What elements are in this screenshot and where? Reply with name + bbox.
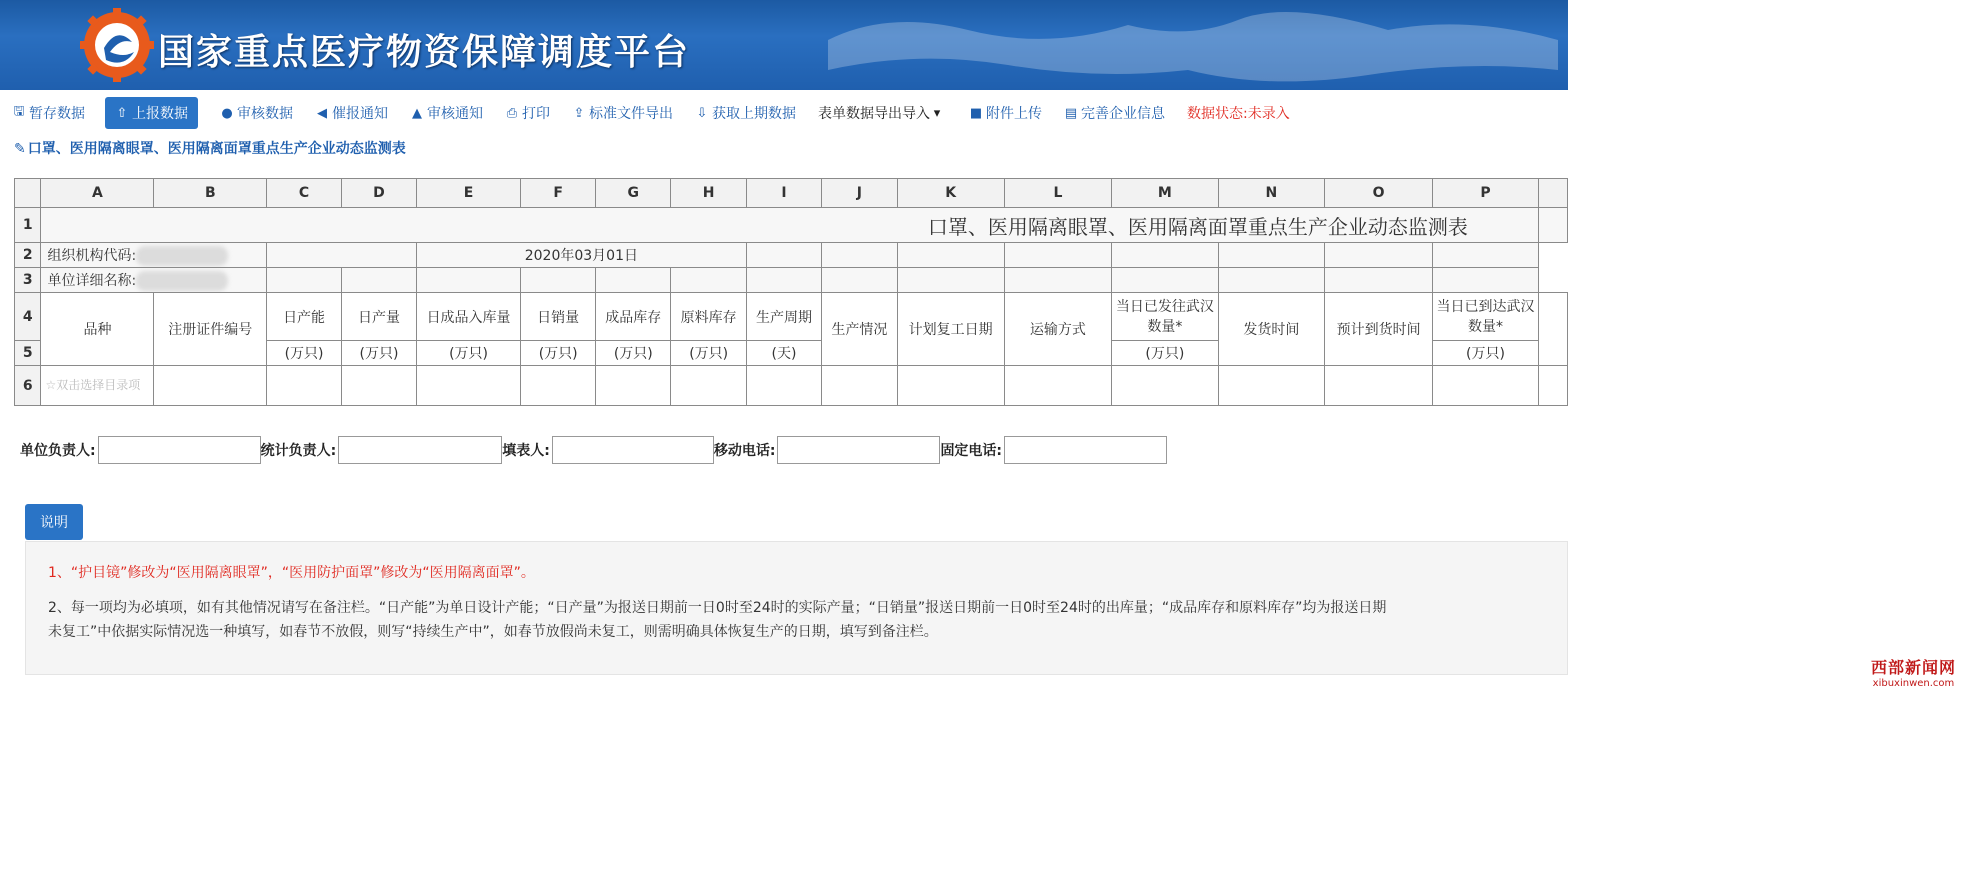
note-2-line-2: 未复工”中依据实际情况选一种填写，如春节不放假，则写“持续生产中”，如春节放假尚未复工，则需明确具体恢复生产的日期，填写到备注栏。 (48, 624, 938, 640)
submit-data-button[interactable] (105, 97, 198, 129)
cell[interactable] (342, 268, 417, 293)
column-header[interactable]: D (342, 179, 417, 208)
cell[interactable] (154, 366, 267, 406)
table-row (15, 243, 1568, 268)
column-header[interactable]: I (746, 179, 821, 208)
cell[interactable] (822, 243, 897, 268)
column-header[interactable]: C (267, 179, 342, 208)
landline-label: 固定电话: (940, 443, 1003, 459)
save-icon: 🖫 (13, 104, 25, 119)
spreadsheet (14, 178, 1568, 409)
spreadsheet-table (14, 178, 1568, 406)
cell[interactable] (1433, 243, 1539, 268)
toolbar (0, 96, 1568, 130)
print-label: 打印 (522, 106, 550, 122)
save-draft-label: 暂存数据 (29, 106, 85, 122)
header-material-stock: 原料库存 (671, 293, 746, 341)
cell[interactable] (416, 366, 520, 406)
cell[interactable] (267, 268, 342, 293)
watermark-name: 西部新闻网 (1870, 658, 1956, 677)
unit-name-label: 单位详细名称: (47, 272, 137, 289)
unit-label: (万只) (416, 341, 520, 366)
column-header[interactable]: F (521, 179, 596, 208)
table-row (15, 268, 1568, 293)
cell[interactable] (342, 366, 417, 406)
unit-label: (万只) (1433, 341, 1539, 366)
row-header[interactable]: 5 (15, 341, 41, 366)
variety-select-hint: 双击选择目录项 (56, 378, 141, 392)
row-header[interactable]: 2 (15, 243, 41, 268)
cell[interactable] (1112, 268, 1219, 293)
column-header[interactable]: M (1112, 179, 1219, 208)
column-header[interactable]: G (596, 179, 671, 208)
platform-logo (80, 8, 154, 82)
world-map-decoration (768, 0, 1568, 90)
cell[interactable] (416, 268, 520, 293)
org-code-cell[interactable] (41, 243, 267, 268)
redacted-org-code (136, 246, 228, 266)
column-header-row (15, 179, 1568, 208)
contacts-row (20, 436, 1167, 464)
header-resume-date: 计划复工日期 (897, 293, 1004, 366)
column-header[interactable]: B (154, 179, 267, 208)
cell[interactable] (1538, 208, 1567, 243)
row-header[interactable]: 6 (15, 366, 41, 406)
review-data-button[interactable] (220, 97, 293, 129)
cell[interactable] (671, 268, 746, 293)
column-header-partial (1538, 179, 1567, 208)
note-1: 1、“护目镜”修改为“医用隔离眼罩”，“医用防护面罩”修改为“医用隔离面罩”。 (48, 565, 535, 581)
header-production-cycle: 生产周期 (746, 293, 821, 341)
header-ship-time: 发货时间 (1218, 293, 1324, 366)
cell[interactable] (1538, 366, 1567, 406)
cell[interactable] (1218, 366, 1324, 406)
report-date-cell: 2020年03月01日 (416, 243, 746, 268)
corner-cell (15, 179, 41, 208)
cell[interactable] (746, 366, 821, 406)
save-draft-button[interactable] (12, 97, 85, 129)
variety-select-cell[interactable] (41, 366, 154, 406)
column-header[interactable]: E (416, 179, 520, 208)
notes-panel (25, 541, 1568, 675)
header-production-status: 生产情况 (822, 293, 897, 366)
fetch-previous-button[interactable] (695, 97, 796, 129)
folder-icon: ■ (969, 105, 983, 121)
unit-label: (万只) (521, 341, 596, 366)
header-variety: 品种 (41, 293, 154, 366)
column-header[interactable]: P (1433, 179, 1539, 208)
complete-company-info-button[interactable] (1064, 97, 1165, 129)
cell[interactable] (1218, 243, 1324, 268)
sheet-title-cell: 口罩、医用隔离眼罩、医用隔离面罩重点生产企业动态监测表 (41, 208, 1538, 243)
column-header[interactable]: H (671, 179, 746, 208)
column-header[interactable]: N (1218, 179, 1324, 208)
header-arrival-time: 预计到货时间 (1324, 293, 1432, 366)
org-code-label: 组织机构代码: (47, 247, 137, 264)
standard-export-label: 标准文件导出 (589, 106, 673, 122)
filler-input[interactable] (552, 436, 714, 464)
download-icon: ⇩ (696, 105, 708, 121)
form-import-export-label: 表单数据导出导入 (818, 106, 930, 122)
cell[interactable] (822, 366, 897, 406)
cell[interactable] (267, 243, 417, 268)
header-product-stock: 成品库存 (596, 293, 671, 341)
watermark-url: xibuxinwen.com (1872, 678, 1955, 689)
header-reg-cert: 注册证件编号 (154, 293, 267, 366)
submit-data-label: 上报数据 (132, 106, 188, 122)
review-data-label: 审核数据 (237, 106, 293, 122)
cell[interactable] (897, 268, 1004, 293)
cell[interactable] (1004, 243, 1111, 268)
cell[interactable] (267, 366, 342, 406)
cell[interactable] (1433, 366, 1539, 406)
column-header[interactable]: A (41, 179, 154, 208)
column-header[interactable]: O (1324, 179, 1432, 208)
site-watermark (1871, 655, 1956, 689)
bell-icon: ▲ (412, 105, 422, 121)
filler-label: 填表人: (502, 443, 550, 459)
note-2-line-1: 2、每一项均为必填项，如有其他情况请写在备注栏。“日产能”为单日设计产能；“日产量”为报送日期前一日0时至24时的实际产量；“日销量”报送日期前一日0时至24时的出库量；“成品库存和原料库存”均为报送日期 (48, 600, 1387, 616)
mobile-label: 移动电话: (713, 443, 776, 459)
volume-icon: ◀ (317, 105, 327, 121)
cell[interactable] (822, 268, 897, 293)
header-daily-sales: 日销量 (521, 293, 596, 341)
mobile-input[interactable] (777, 436, 940, 464)
print-button[interactable] (505, 97, 550, 129)
header-sent-wuhan: 当日已发往武汉数量* (1112, 293, 1219, 341)
header-daily-storage: 日成品入库量 (416, 293, 520, 341)
cell[interactable] (521, 366, 596, 406)
urge-notice-label: 催报通知 (332, 106, 388, 122)
unit-label: (万只) (267, 341, 342, 366)
header-banner (0, 0, 1568, 90)
cell[interactable] (1324, 243, 1432, 268)
form-import-export-dropdown[interactable] (818, 97, 947, 129)
cell[interactable] (1324, 366, 1432, 406)
print-icon: ⎙ (506, 105, 518, 121)
document-icon: ▤ (1064, 105, 1078, 121)
unit-label: (天) (746, 341, 821, 366)
cell[interactable] (1004, 268, 1111, 293)
cell[interactable] (521, 268, 596, 293)
export-icon: ⇪ (573, 105, 585, 121)
cell[interactable] (1324, 268, 1432, 293)
unit-label: (万只) (671, 341, 746, 366)
header-transport: 运输方式 (1004, 293, 1111, 366)
upload-icon: ⇧ (116, 105, 128, 121)
explain-button[interactable]: 说明 (25, 504, 83, 540)
user-icon: ● (221, 105, 233, 121)
urge-notice-button[interactable] (315, 97, 388, 129)
table-row (15, 366, 1568, 406)
pencil-icon: ✎ (14, 141, 26, 157)
cell[interactable] (1433, 268, 1539, 293)
table-row (15, 208, 1568, 243)
column-header[interactable]: J (822, 179, 897, 208)
unit-head-label: 单位负责人: (20, 443, 96, 459)
table-row (15, 293, 1568, 341)
attachment-upload-button[interactable] (969, 97, 1042, 129)
cell[interactable] (746, 243, 821, 268)
row-header[interactable]: 4 (15, 293, 41, 341)
cell[interactable] (671, 366, 746, 406)
review-notice-label: 审核通知 (427, 106, 483, 122)
cell[interactable] (1112, 366, 1219, 406)
unit-head-input[interactable] (98, 436, 261, 464)
column-header[interactable]: L (1004, 179, 1111, 208)
header-arrived-wuhan: 当日已到达武汉数量* (1433, 293, 1539, 341)
header-daily-capacity: 日产能 (267, 293, 342, 341)
unit-label: (万只) (1112, 341, 1219, 366)
fetch-previous-label: 获取上期数据 (712, 106, 796, 122)
cell[interactable] (1218, 268, 1324, 293)
unit-label: (万只) (596, 341, 671, 366)
form-subtitle (14, 138, 406, 158)
unit-name-cell[interactable] (41, 268, 267, 293)
cell[interactable] (596, 268, 671, 293)
stats-head-input[interactable] (338, 436, 502, 464)
complete-company-info-label: 完善企业信息 (1081, 106, 1165, 122)
cell[interactable] (1004, 366, 1111, 406)
stats-head-label: 统计负责人: (260, 443, 337, 459)
cell[interactable] (1538, 293, 1567, 366)
cell[interactable] (1112, 243, 1219, 268)
row-header[interactable]: 3 (15, 268, 41, 293)
cell[interactable] (897, 366, 1004, 406)
review-notice-button[interactable] (410, 97, 483, 129)
platform-title: 国家重点医疗物资保障调度平台 (158, 32, 691, 73)
cell[interactable] (596, 366, 671, 406)
data-status: 数据状态:未录入 (1187, 106, 1290, 122)
cell[interactable] (897, 243, 1004, 268)
landline-input[interactable] (1004, 436, 1167, 464)
redacted-unit-name (136, 271, 228, 291)
standard-export-button[interactable] (572, 97, 673, 129)
form-subtitle-text: 口罩、医用隔离眼罩、医用隔离面罩重点生产企业动态监测表 (27, 141, 406, 157)
attachment-upload-label: 附件上传 (986, 106, 1042, 122)
star-icon: ☆ (45, 378, 57, 392)
column-header[interactable]: K (897, 179, 1004, 208)
unit-label: (万只) (342, 341, 417, 366)
row-header[interactable]: 1 (15, 208, 41, 243)
caret-down-icon: ▾ (933, 105, 941, 121)
cell[interactable] (746, 268, 821, 293)
header-daily-output: 日产量 (342, 293, 417, 341)
